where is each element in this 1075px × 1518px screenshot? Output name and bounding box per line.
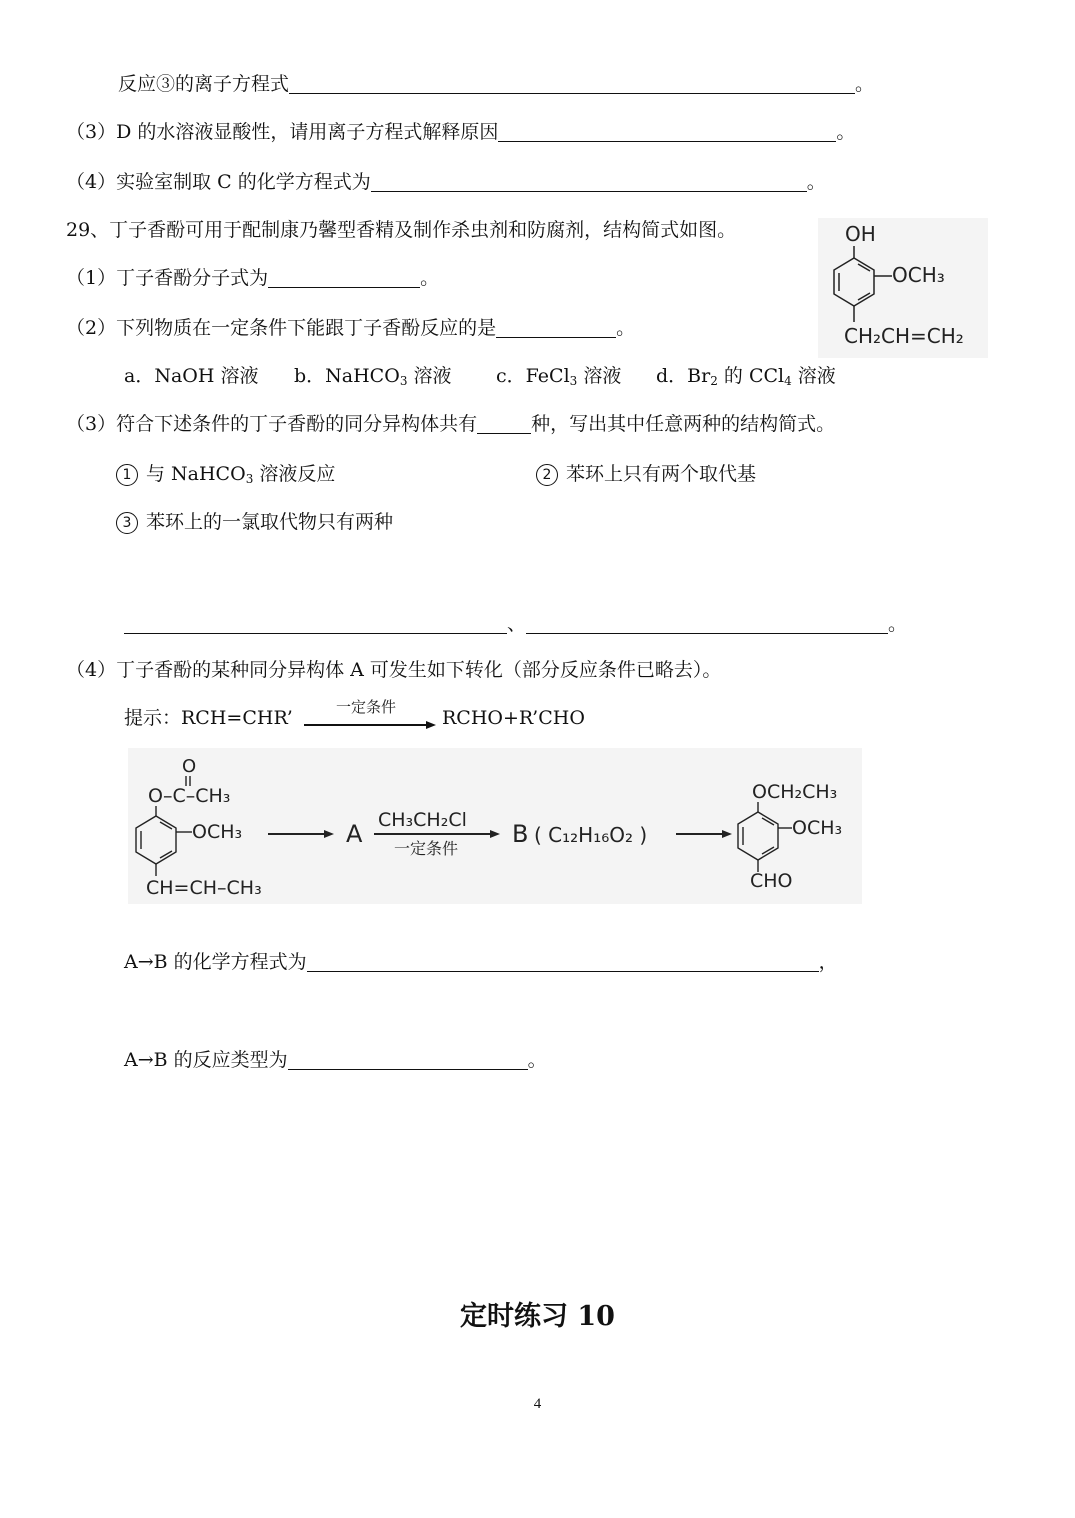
q29-stem bbox=[66, 216, 736, 244]
punct: ， bbox=[818, 951, 838, 973]
reagent-ethyl-chloride: CH₃CH₂Cl bbox=[378, 809, 467, 831]
option-a[interactable]: a．NaOH 溶液 bbox=[124, 365, 259, 387]
q29-3-line bbox=[66, 410, 835, 438]
q29-3-label: （3）符合下述条件的丁子香酚的同分异构体共有 bbox=[66, 413, 478, 435]
reaction3-line bbox=[118, 70, 874, 98]
q29-2-line bbox=[66, 314, 635, 342]
page-number: 4 bbox=[533, 1396, 542, 1412]
circle-number-icon: 1 bbox=[116, 464, 138, 486]
answer-blank-structure-2[interactable] bbox=[526, 613, 888, 634]
reaction3-label: 反应③的离子方程式 bbox=[118, 73, 290, 95]
compound-b-formula: ( C₁₂H₁₆O₂ ) bbox=[534, 823, 648, 847]
q29-4-text: （4）丁子香酚的某种同分异构体 A 可发生如下转化（部分反应条件已略去）。 bbox=[66, 659, 722, 681]
condition-2: 2 苯环上只有两个取代基 bbox=[536, 460, 756, 488]
ab-equation-line bbox=[124, 948, 838, 976]
punct: 。 bbox=[527, 1049, 547, 1071]
q4-line bbox=[66, 168, 826, 196]
punct: 。 bbox=[888, 613, 908, 635]
q29-3-tail: 种，写出其中任意两种的结构简式。 bbox=[531, 413, 836, 435]
circle-number-icon: 3 bbox=[116, 512, 138, 534]
answer-blank-reaction3[interactable] bbox=[289, 73, 855, 94]
ab-type-label: A→B 的反应类型为 bbox=[124, 1049, 288, 1071]
answer-blank-q29-1[interactable] bbox=[268, 267, 420, 288]
hint-line bbox=[124, 704, 293, 732]
punct: 。 bbox=[806, 171, 826, 193]
carbonyl-o: O bbox=[182, 756, 197, 777]
option-d[interactable]: d．$Br_2$ 的 CCl$_4$ 溶液 bbox=[656, 365, 836, 388]
hint-prefix: 提示：RCH=CHR’ bbox=[124, 707, 293, 729]
q29-1-line bbox=[66, 264, 439, 292]
answer-blank-ab-equation[interactable] bbox=[307, 951, 819, 972]
product-och3: OCH₃ bbox=[792, 817, 843, 839]
circle-number-icon: 2 bbox=[536, 464, 558, 486]
ab-equation-label: A→B 的化学方程式为 bbox=[124, 951, 307, 973]
oh-group: OH bbox=[845, 222, 876, 246]
acetate-group: O–C–CH₃ bbox=[148, 785, 231, 807]
condition-1: 1 与 NaHCO$_3$ 溶液反应 bbox=[116, 460, 335, 488]
ab-type-line bbox=[124, 1046, 547, 1074]
punct: 。 bbox=[616, 317, 636, 339]
compound-a: A bbox=[346, 820, 363, 848]
option-c[interactable]: c．FeCl$_3$ 溶液 bbox=[496, 365, 622, 388]
eugenol-structure bbox=[818, 218, 988, 358]
condition-3: 3 苯环上的一氯取代物只有两种 bbox=[116, 508, 393, 536]
answer-blank-q4[interactable] bbox=[371, 171, 807, 192]
reaction-condition: 一定条件 bbox=[394, 839, 459, 858]
answer-blank-structure-1[interactable] bbox=[124, 613, 507, 634]
q29-text: 29、丁子香酚可用于配制康乃馨型香精及制作杀虫剂和防腐剂，结构简式如图。 bbox=[66, 219, 737, 241]
aldehyde-group: CHO bbox=[750, 870, 793, 892]
hint-product: RCHO+R’CHO bbox=[442, 707, 585, 729]
q4-label: （4）实验室制取 C 的化学方程式为 bbox=[66, 171, 371, 193]
ethoxy-group: OCH₂CH₃ bbox=[752, 781, 838, 803]
q29-2-label: （2）下列物质在一定条件下能跟丁子香酚反应的是 bbox=[66, 317, 497, 339]
hint-product-line bbox=[442, 704, 585, 732]
option-b[interactable]: b．NaHCO$_3$ 溶液 bbox=[294, 365, 452, 388]
answer-blank-q29-3-count[interactable] bbox=[477, 413, 531, 434]
q29-3-answers bbox=[124, 610, 907, 638]
punct: 、 bbox=[507, 613, 527, 635]
propenyl-group: CH=CH–CH₃ bbox=[146, 877, 262, 899]
q29-4-line bbox=[66, 656, 721, 684]
answer-blank-q29-2[interactable] bbox=[496, 317, 616, 338]
q3-label: （3）D 的水溶液显酸性，请用离子方程式解释原因 bbox=[66, 121, 499, 143]
start-och3: OCH₃ bbox=[192, 821, 243, 843]
reaction-scheme bbox=[128, 748, 862, 904]
punct: 。 bbox=[420, 267, 440, 289]
punct: 。 bbox=[836, 121, 856, 143]
answer-blank-ab-type[interactable] bbox=[288, 1049, 528, 1070]
section-title: 定时练习 10 bbox=[460, 1301, 615, 1332]
allyl-group: CH₂CH=CH₂ bbox=[844, 324, 964, 348]
hint-arrow bbox=[300, 694, 440, 734]
punct: 。 bbox=[855, 73, 875, 95]
hint-arrow-label: 一定条件 bbox=[336, 698, 397, 716]
och3-group: OCH₃ bbox=[892, 263, 945, 287]
compound-b: B bbox=[512, 820, 529, 848]
q3-line bbox=[66, 118, 855, 146]
answer-blank-q3[interactable] bbox=[498, 121, 836, 142]
q29-2-options bbox=[124, 362, 836, 390]
q29-1-label: （1）丁子香酚分子式为 bbox=[66, 267, 269, 289]
